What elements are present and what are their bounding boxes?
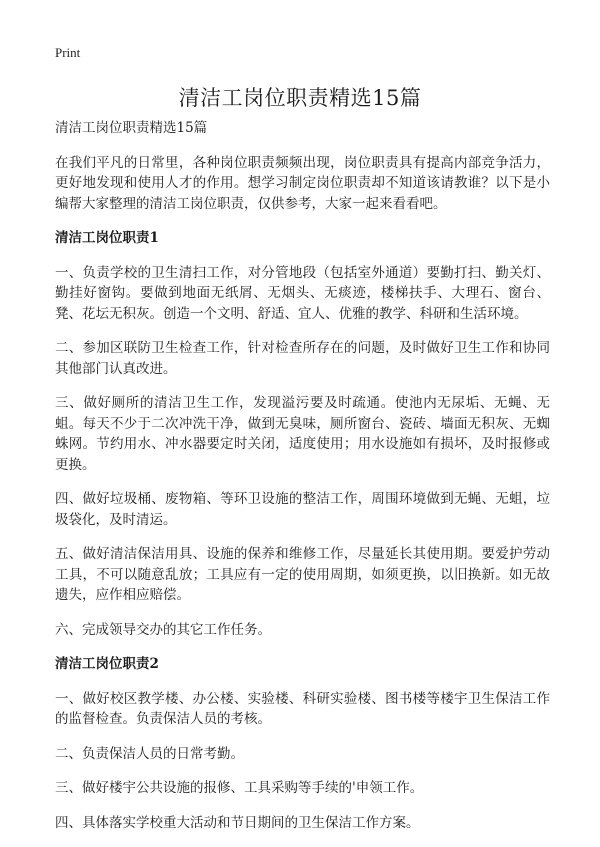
- paragraph: 一、做好校区教学楼、办公楼、实验楼、科研实验楼、图书楼等楼宇卫生保洁工作的监督检查。负责保洁人员的考核。: [55, 690, 550, 727]
- paragraph: 三、做好厕所的清洁卫生工作，发现溢污要及时疏通。使池内无尿垢、无蝇、无蛆。每天不少于二次冲洗干净，做到无臭味，厕所窗台、瓷砖、墙面无积灰、无蜘蛛网。节约用水、冲水器要定时关闭，适度使用；用水设施如有损坏，及时报修或更换。: [55, 395, 550, 473]
- page-title: 清洁工岗位职责精选15篇: [178, 86, 422, 110]
- section-heading: 清洁工岗位职责1: [55, 230, 159, 246]
- paragraph: 四、具体落实学校重大活动和节日期间的卫生保洁工作方案。: [55, 814, 420, 831]
- paragraph: 三、做好楼宇公共设施的报修、工具采购等手续的'申领工作。: [55, 780, 424, 796]
- paragraph: 一、负责学校的卫生清扫工作，对分管地段（包括室外通道）要勤打扫、勤关灯、勤挂好窗钩。要做到地面无纸屑、无烟头、无痰迹，楼梯扶手、大理石、窗台、凳、花坛无积灰。创造一个文明、舒适、宜人、优雅的教学、科研和生活环境。: [55, 264, 550, 322]
- subtitle: 清洁工岗位职责精选15篇: [55, 120, 208, 136]
- print-link[interactable]: Print: [55, 45, 81, 60]
- paragraph: 二、参加区联防卫生检查工作，针对检查所存在的问题，及时做好卫生工作和协同其他部门认真改进。: [55, 340, 550, 377]
- paragraph: 二、负责保洁人员的日常考勤。: [55, 745, 244, 762]
- intro-paragraph: 在我们平凡的日常里，各种岗位职责频频出现，岗位职责具有提高内部竞争活力，更好地发现和使用人才的作用。想学习制定岗位职责却不知道该请教谁？以下是小编帮大家整理的清洁工岗位职责，仅供参考，大家一起来看看吧。: [55, 154, 550, 212]
- section-heading: 清洁工岗位职责2: [55, 656, 159, 672]
- document-body: [55, 118, 550, 847]
- paragraph: 五、做好清洁保洁用具、设施的保养和维修工作，尽量延长其使用期。要爱护劳动工具，不可以随意乱放；工具应有一定的使用周期，如须更换，以旧换新。如无故遗失，应作相应赔偿。: [55, 546, 550, 603]
- paragraph: 四、做好垃圾桶、废物箱、等环卫设施的整洁工作，周围环境做到无蝇、无蛆，垃圾袋化，及时清运。: [55, 491, 550, 528]
- paragraph: 六、完成领导交办的其它工作任务。: [55, 621, 271, 638]
